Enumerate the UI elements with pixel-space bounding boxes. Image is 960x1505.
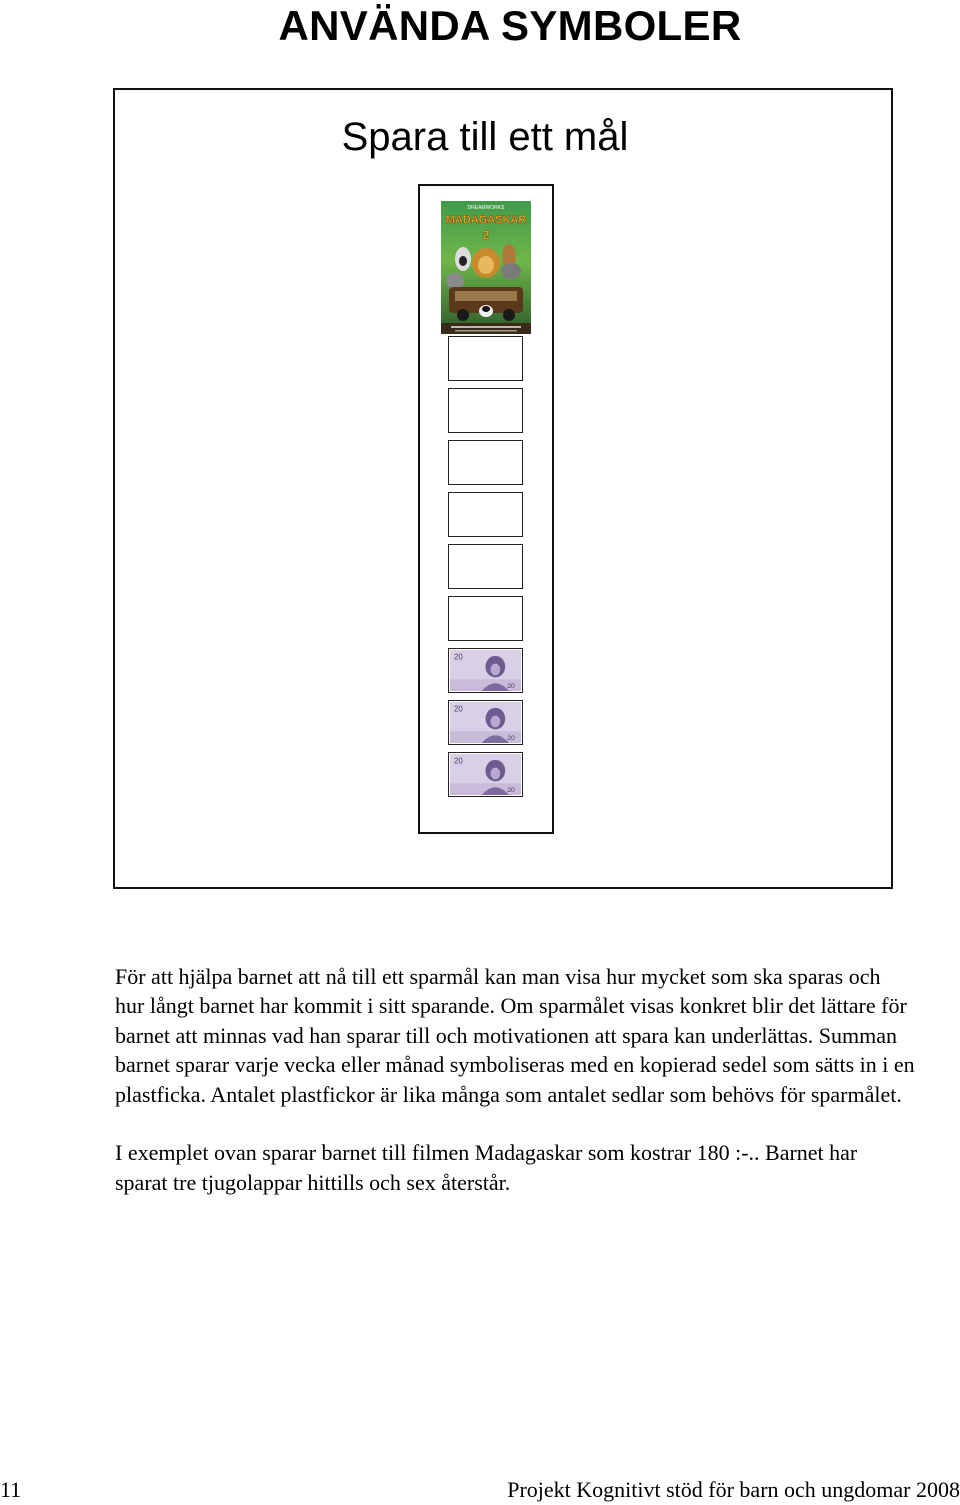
empty-pocket — [448, 544, 523, 589]
banknote-denomination: 20 — [453, 704, 463, 714]
illustration-title: Spara till ett mål — [341, 115, 629, 159]
empty-pocket — [448, 336, 523, 381]
empty-pocket — [448, 492, 523, 537]
paragraph-explanation: För att hjälpa barnet att nå till ett sparmål kan man visa hur mycket som ska sparas och hur långt barnet har kommit i sitt sparande. Om sparmålet visas konkret blir det lättare för barnet att minnas vad han sparar till och motivationen att spara kan underlättas. Summan barnet sparar varje vecka eller månad symboliseras med en kopierad sedel som sätts in i en plastficka. Antalet plastfickor är lika många som antalet sedlar som behövs för sparmålet. — [115, 964, 915, 1107]
empty-pocket — [448, 596, 523, 641]
banknote-denomination: 20 — [453, 756, 463, 766]
twenty-kronor-banknote-icon — [450, 754, 521, 795]
twenty-kronor-banknote-icon — [450, 702, 521, 743]
twenty-kronor-banknote-icon — [450, 650, 521, 691]
banknote-pocket — [448, 752, 523, 797]
empty-pocket — [448, 388, 523, 433]
poster-logo-text: MADAGASKAR — [445, 214, 527, 226]
paragraph-example: I exemplet ovan sparar barnet till filmen Madagaskar som kostrar 180 :-.. Barnet har sparat tre tjugolappar hittills och sex återstår. — [115, 1140, 858, 1195]
banknote-denomination: 20 — [507, 735, 515, 743]
banknote-denomination: 20 — [453, 652, 463, 662]
page-title: ANVÄNDA SYMBOLER — [278, 2, 742, 49]
savings-goal-illustration — [113, 88, 893, 889]
poster-studio-text: DREAMWORKS — [467, 205, 505, 211]
banknote-denomination: 20 — [507, 787, 515, 795]
svg-text:2: 2 — [482, 228, 490, 242]
banknote-denomination: 20 — [507, 683, 515, 691]
savings-pocket-strip — [418, 184, 554, 834]
madagascar-poster-icon — [441, 201, 531, 334]
empty-pocket — [448, 440, 523, 485]
banknote-pocket — [448, 648, 523, 693]
banknote-pocket — [448, 700, 523, 745]
body-text — [115, 962, 915, 1197]
page-number: 11 — [0, 1477, 22, 1502]
footer-project-name: Projekt Kognitivt stöd för barn och ungdomar 2008 — [507, 1477, 960, 1502]
